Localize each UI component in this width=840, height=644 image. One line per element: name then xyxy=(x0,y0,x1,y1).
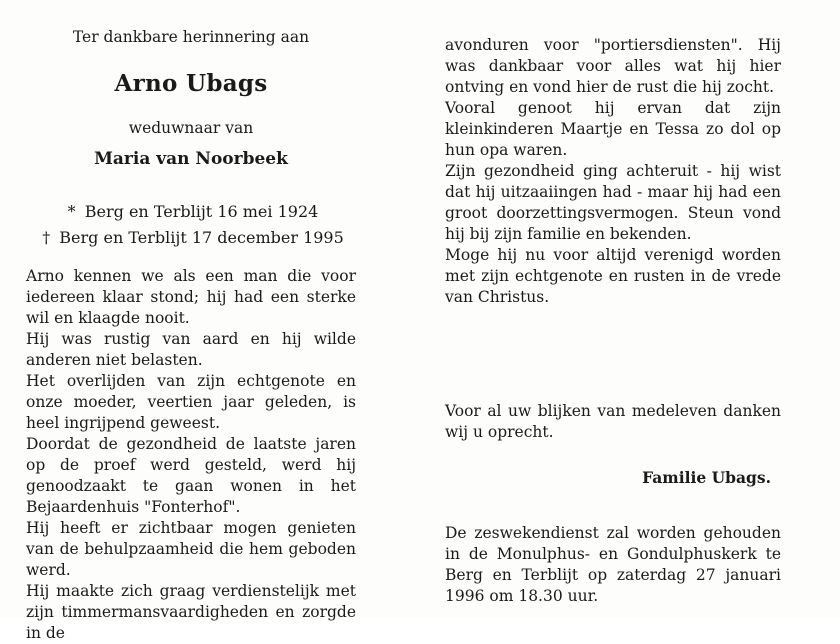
death-line xyxy=(26,225,356,251)
thanks-text: Voor al uw blijken van medeleven danken wij u oprecht. xyxy=(445,402,781,441)
service-announcement: De zeswekendienst zal worden gehouden in de Monulphus- en Gondulphuskerk te Berg en Terblijt op zaterdag 27 januari 1996 om 18.30 uur. xyxy=(445,524,781,605)
birth-star-icon: * xyxy=(67,202,76,221)
family-signature: Familie Ubags. xyxy=(642,468,771,487)
paragraph: Moge hij nu voor altijd verenigd worden met zijn echtgenote en rusten in de vrede van Christus. xyxy=(445,246,781,306)
paragraph: Hij maakte zich graag verdienstelijk met zijn timmermansvaardigheden en zorgde in de xyxy=(26,582,356,642)
spouse-name: Maria van Noorbeek xyxy=(94,149,288,169)
deceased-name: Arno Ubags xyxy=(114,70,268,97)
death-cross-icon: † xyxy=(42,228,51,247)
birth-text: Berg en Terblijt 16 mei 1924 xyxy=(84,202,319,221)
paragraph: Hij was rustig van aard en hij wilde anderen niet belasten. xyxy=(26,330,356,369)
paragraph: Vooral genoot hij ervan dat zijn kleinkinderen Maartje en Tessa zo dol op hun opa waren. xyxy=(445,99,781,159)
birth-line xyxy=(26,199,356,225)
right-body-text xyxy=(445,35,781,308)
paragraph: avonduren voor "portiersdiensten". Hij was dankbaar voor alles wat hij hier ontving en vond hier de rust die hij zocht. xyxy=(445,36,781,96)
paragraph: Arno kennen we als een man die voor iedereen klaar stond; hij had een sterke wil en klaagde nooit. xyxy=(26,267,356,327)
intro-text: Ter dankbare herinnering aan xyxy=(72,28,310,46)
death-text: Berg en Terblijt 17 december 1995 xyxy=(59,228,344,247)
life-dates xyxy=(26,199,356,251)
widower-of-text: weduwnaar van xyxy=(128,119,254,137)
paragraph: Het overlijden van zijn echtgenote en onze moeder, veertien jaar geleden, is heel ingrijpend geweest. xyxy=(26,372,356,432)
left-body-text xyxy=(26,266,356,644)
paragraph: Hij heeft er zichtbaar mogen genieten van de behulpzaamheid die hem geboden werd. xyxy=(26,519,356,579)
paragraph: Doordat de gezondheid de laatste jaren op de proef werd gesteld, werd hij genoodzaakt te gaan wonen in het Bejaardenhuis "Fonterhof". xyxy=(26,435,356,516)
paragraph: Zijn gezondheid ging achteruit - hij wist dat hij uitzaaiingen had - maar hij had een groot doorzettingsvermogen. Steun vond hij bij zijn familie en bekenden. xyxy=(445,162,781,243)
